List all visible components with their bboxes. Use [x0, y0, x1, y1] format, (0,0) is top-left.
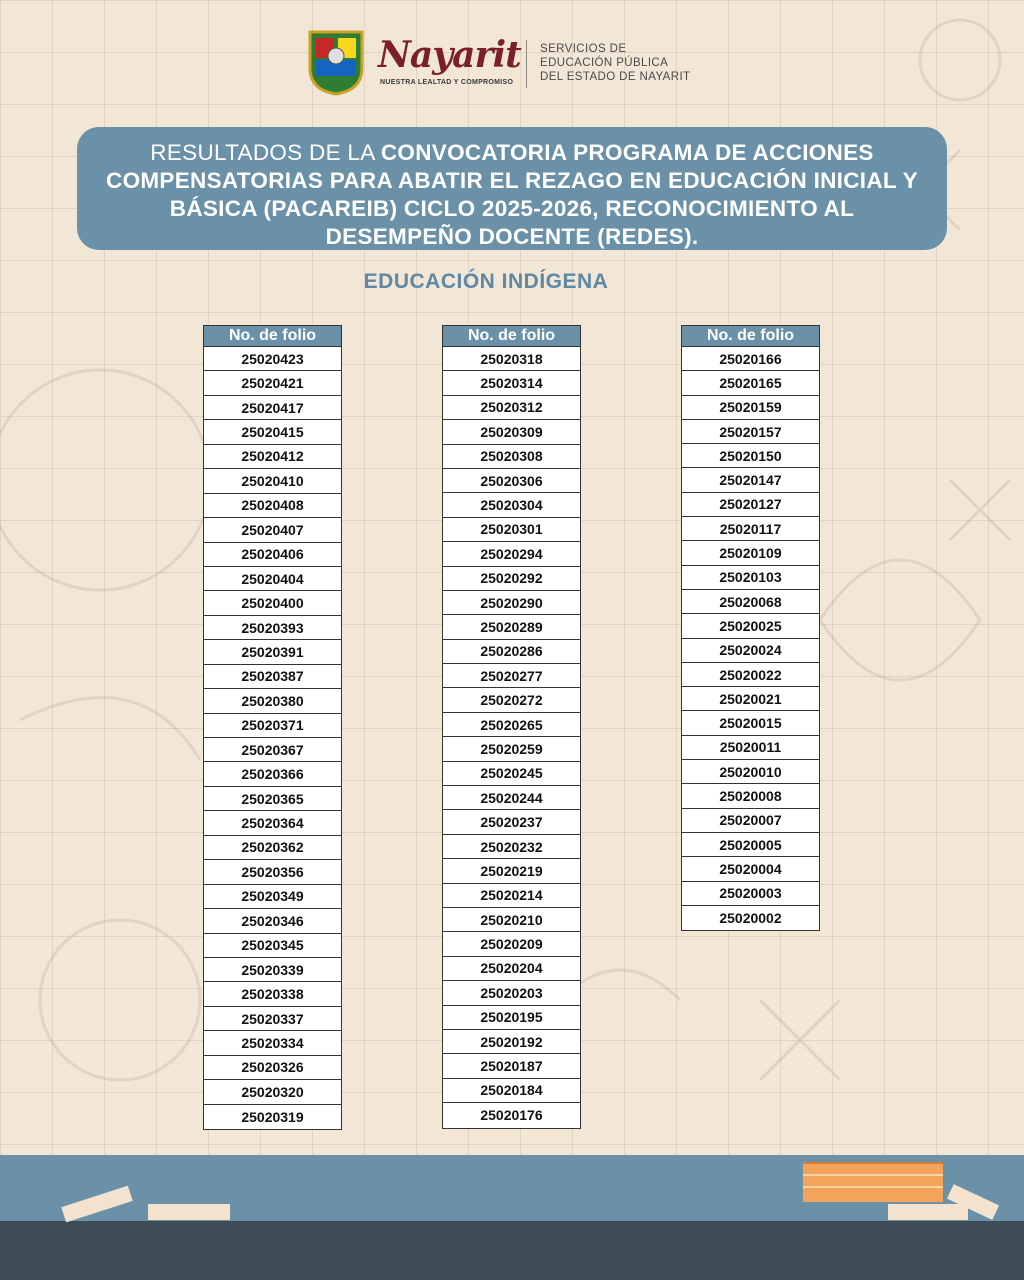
folio-row: 25020314 — [443, 371, 580, 395]
brand-logo-text: Nayarit — [378, 34, 521, 76]
folio-row: 25020339 — [204, 958, 341, 982]
folio-row: 25020015 — [682, 711, 819, 735]
folio-row: 25020406 — [204, 543, 341, 567]
folio-row: 25020024 — [682, 639, 819, 663]
folio-column-1 — [203, 325, 342, 1130]
folio-row: 25020245 — [443, 762, 580, 786]
floor-shadow — [0, 1221, 1024, 1280]
folio-row: 25020356 — [204, 860, 341, 884]
folio-row: 25020157 — [682, 420, 819, 444]
org-line-2: EDUCACIÓN PÚBLICA — [540, 57, 669, 69]
folio-row: 25020192 — [443, 1030, 580, 1054]
folio-row: 25020117 — [682, 517, 819, 541]
folio-row: 25020219 — [443, 859, 580, 883]
folio-row: 25020004 — [682, 857, 819, 881]
folio-row: 25020010 — [682, 760, 819, 784]
folio-row: 25020002 — [719, 909, 782, 926]
folio-row: 25020286 — [443, 640, 580, 664]
folio-row: 25020176 — [480, 1107, 543, 1124]
folio-row: 25020301 — [443, 518, 580, 542]
banner-title-light: RESULTADOS DE LA — [150, 140, 381, 165]
folio-row: 25020326 — [204, 1056, 341, 1080]
column-header: No. de folio — [204, 326, 341, 347]
column-header: No. de folio — [443, 326, 580, 347]
folio-row: 25020318 — [443, 347, 580, 371]
folio-row: 25020147 — [682, 468, 819, 492]
folio-row: 25020209 — [443, 932, 580, 956]
folio-row: 25020265 — [443, 713, 580, 737]
folio-row: 25020338 — [204, 982, 341, 1006]
folio-column-2 — [442, 325, 581, 1129]
banner-title-bold: CONVOCATORIA PROGRAMA DE ACCIONES COMPENSATORIAS PARA ABATIR EL REZAGO EN EDUCACIÓN INICIAL Y BÁSICA (PACAREIB) CICLO 2025-2026, RECONOCIMIENTO AL DESEMPEÑO DOCENTE (REDES). — [106, 140, 918, 249]
folio-row: 25020410 — [204, 469, 341, 493]
folio-row: 25020417 — [204, 396, 341, 420]
folio-row: 25020367 — [204, 738, 341, 762]
column-header: No. de folio — [682, 326, 819, 347]
folio-row: 25020380 — [204, 689, 341, 713]
folio-row: 25020391 — [204, 640, 341, 664]
plank-decoration — [148, 1204, 230, 1220]
folio-row: 25020309 — [443, 420, 580, 444]
folio-row: 25020127 — [682, 493, 819, 517]
folio-row: 25020312 — [443, 396, 580, 420]
folio-row: 25020214 — [443, 884, 580, 908]
folio-row: 25020415 — [204, 420, 341, 444]
header-divider — [526, 40, 527, 88]
folio-row: 25020103 — [682, 566, 819, 590]
folio-row: 25020259 — [443, 737, 580, 761]
folio-row: 25020308 — [443, 445, 580, 469]
folio-row: 25020272 — [443, 688, 580, 712]
folio-row: 25020294 — [443, 542, 580, 566]
folio-row: 25020289 — [443, 615, 580, 639]
folio-row: 25020345 — [204, 934, 341, 958]
folio-row: 25020346 — [204, 909, 341, 933]
folio-column-3 — [681, 325, 820, 931]
folio-row: 25020292 — [443, 567, 580, 591]
folio-row: 25020025 — [682, 614, 819, 638]
folio-row: 25020109 — [682, 541, 819, 565]
folio-row: 25020423 — [204, 347, 341, 371]
folio-row: 25020165 — [682, 371, 819, 395]
folio-row: 25020366 — [204, 762, 341, 786]
folio-row: 25020203 — [443, 981, 580, 1005]
folio-row: 25020237 — [443, 810, 580, 834]
folio-row: 25020408 — [204, 494, 341, 518]
folio-row: 25020210 — [443, 908, 580, 932]
header — [300, 24, 720, 104]
folio-row: 25020003 — [682, 882, 819, 906]
folio-row: 25020393 — [204, 616, 341, 640]
folio-row: 25020021 — [682, 687, 819, 711]
folio-row: 25020159 — [682, 396, 819, 420]
folio-row: 25020277 — [443, 664, 580, 688]
folio-row: 25020008 — [682, 784, 819, 808]
folio-row: 25020306 — [443, 469, 580, 493]
folio-row: 25020022 — [682, 663, 819, 687]
folio-row: 25020204 — [443, 957, 580, 981]
folio-row: 25020421 — [204, 371, 341, 395]
folio-row: 25020365 — [204, 787, 341, 811]
book-decoration — [803, 1162, 943, 1202]
org-line-1: SERVICIOS DE — [540, 43, 627, 55]
folio-row: 25020334 — [204, 1031, 341, 1055]
folio-row: 25020290 — [443, 591, 580, 615]
folio-row: 25020011 — [682, 736, 819, 760]
folio-row: 25020349 — [204, 885, 341, 909]
folio-row: 25020320 — [204, 1080, 341, 1104]
folio-row: 25020166 — [682, 347, 819, 371]
folio-row: 25020005 — [682, 833, 819, 857]
state-crest-icon — [306, 28, 366, 96]
folio-row: 25020400 — [204, 591, 341, 615]
section-subtitle: EDUCACIÓN INDÍGENA — [363, 270, 609, 293]
folio-row: 25020407 — [204, 518, 341, 542]
folio-row: 25020362 — [204, 836, 341, 860]
organization-name — [540, 42, 690, 84]
folio-row: 25020068 — [682, 590, 819, 614]
folio-row: 25020232 — [443, 835, 580, 859]
folio-row: 25020319 — [241, 1108, 304, 1125]
title-banner — [77, 127, 947, 250]
folio-row: 25020184 — [443, 1079, 580, 1103]
folio-row: 25020404 — [204, 567, 341, 591]
brand-tagline: NUESTRA LEALTAD Y COMPROMISO — [380, 79, 514, 86]
folio-row: 25020387 — [204, 665, 341, 689]
folio-row: 25020337 — [204, 1007, 341, 1031]
folio-row: 25020007 — [682, 809, 819, 833]
plank-decoration — [888, 1204, 968, 1220]
folio-row: 25020412 — [204, 445, 341, 469]
folio-row: 25020150 — [682, 444, 819, 468]
folio-row: 25020187 — [443, 1054, 580, 1078]
folio-row: 25020304 — [443, 493, 580, 517]
folio-row: 25020244 — [443, 786, 580, 810]
folio-row: 25020195 — [443, 1006, 580, 1030]
folio-row: 25020371 — [204, 714, 341, 738]
org-line-3: DEL ESTADO DE NAYARIT — [540, 71, 691, 83]
folio-row: 25020364 — [204, 811, 341, 835]
